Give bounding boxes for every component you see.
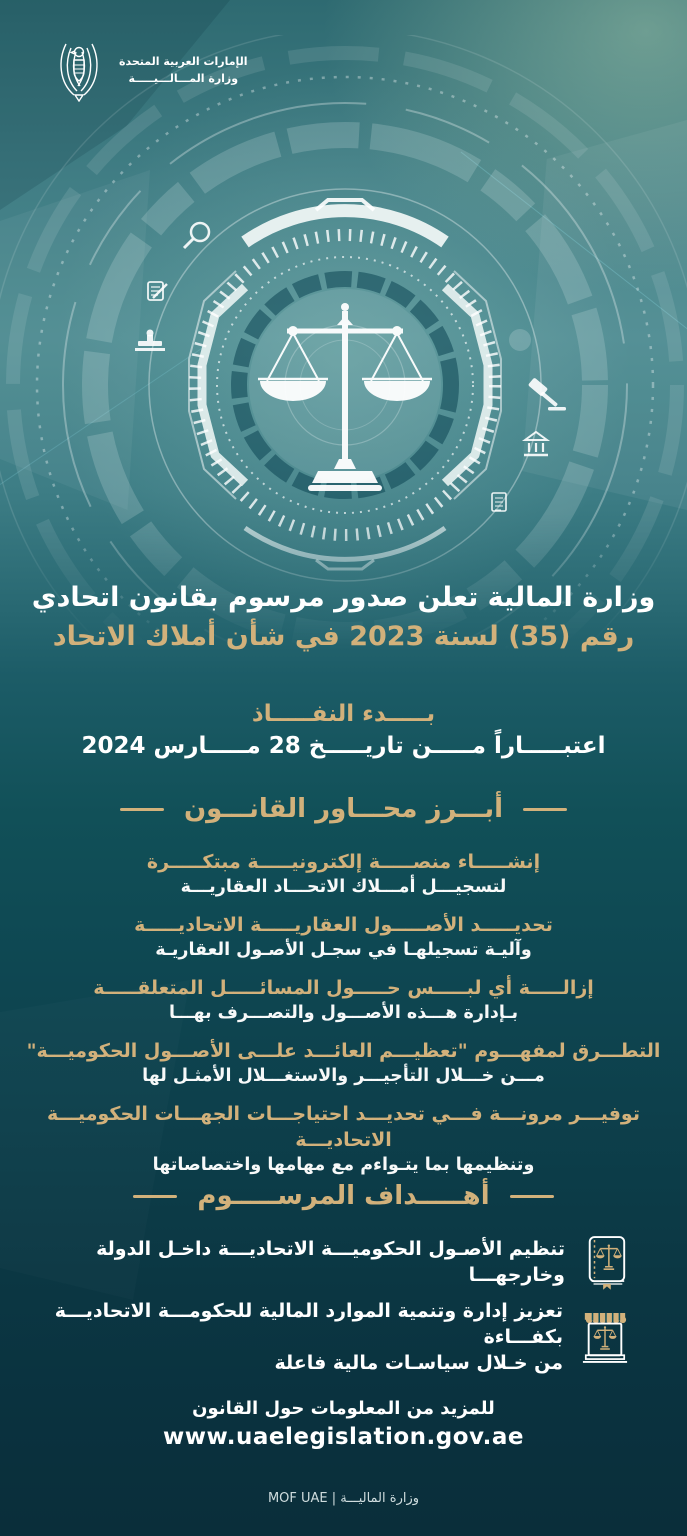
search-icon xyxy=(184,223,209,248)
axis-subline: لتسجيـــل أمـــلاك الاتحـــاد العقاريـــة xyxy=(180,877,507,897)
headline-line2: رقم (35) لسنة 2023 في شأن أملاك الاتحاد xyxy=(52,621,635,652)
website-url: www.uaelegislation.gov.ae xyxy=(163,1424,524,1450)
bank-icon xyxy=(524,432,548,455)
goal-text-line2: من خـلال سياسـات مالية فاعلة xyxy=(274,1352,563,1374)
headline-line1: وزارة المالية تعلن صدور مرسوم بقانون اتحادي xyxy=(31,582,656,613)
axis-subline: وتنظيمها بما يتـواءم مع مهامها واختصاصاتها xyxy=(152,1155,535,1175)
gavel-icon xyxy=(528,377,566,410)
list-item xyxy=(0,912,687,963)
list-item xyxy=(0,849,687,900)
axis-subline: وآليـة تسجيلهـا في سجـل الأصـول العقاريـة xyxy=(155,940,532,960)
stamp-icon xyxy=(135,330,165,352)
more-info-text: للمزيد من المعلومات حول القانون xyxy=(192,1398,495,1419)
axis-subline: بـإدارة هـــذه الأصـــول والتصـــرف بهـــا xyxy=(168,1003,519,1023)
ministry-brand-bar: وزارة الماليـــة | MOF UAE xyxy=(267,1491,420,1506)
goal-text: تنظيم الأصـول الحكوميـــة الاتحاديـــة داخـل الدولة وخارجهـــا xyxy=(96,1238,565,1286)
effective-date-block xyxy=(0,699,687,763)
goal-item xyxy=(40,1298,629,1376)
decree-goals-title-text: أهـــــداف المرســـــوم xyxy=(197,1181,490,1211)
goal-text-line1: تعزيز إدارة وتنمية الموارد المالية للحكومـــة الاتحاديـــة بكفـــاءة xyxy=(54,1300,563,1348)
title-dash xyxy=(523,808,567,811)
law-axes-title-text: أبـــرز محـــاور القانـــون xyxy=(183,794,504,824)
uae-falcon-emblem xyxy=(52,38,106,102)
list-item xyxy=(0,975,687,1026)
law-book-scales-icon xyxy=(583,1233,629,1291)
axis-headline: إنشـــــاء منصـــــة إلكترونيـــــة مبتكـــــرة xyxy=(146,851,541,873)
headline xyxy=(0,578,687,656)
axis-headline: التطـــرق لمفهـــوم "تعظيـــم العائـــد علـــى الأصـــول الحكوميـــة" xyxy=(26,1040,661,1062)
title-dash xyxy=(120,808,164,811)
logo-country-name: الإمارات العربية المتحدة xyxy=(119,55,248,68)
goal-text xyxy=(40,1298,563,1376)
list-item xyxy=(0,1038,687,1089)
document-icon xyxy=(492,493,506,511)
effective-title: بـــــدء النفـــــاذ xyxy=(251,701,436,727)
hud-circle-graphic xyxy=(0,35,687,665)
axis-headline: توفيـــر مرونـــة فـــي تحديـــد احتياجـــات الجهـــات الحكوميـــة الاتحاديـــة xyxy=(47,1103,640,1151)
axis-headline: إزالـــــة أي لبـــــس حـــــول المسائـــــل المتعلقـــــة xyxy=(93,977,594,999)
logo-ministry-name: وزارة المـــالـــيـــــة xyxy=(128,72,239,85)
law-axes-title xyxy=(0,794,687,824)
law-axes-list xyxy=(0,849,687,1190)
title-dash xyxy=(510,1195,554,1198)
ministry-logo xyxy=(52,38,248,102)
axis-headline: تحديـــــد الأصـــــول العقاريـــــة الاتحاديـــــة xyxy=(134,914,553,936)
axis-subline: مـــن خـــلال التأجيـــر والاستغـــلال الأمثـل لها xyxy=(142,1066,545,1086)
title-dash xyxy=(133,1195,177,1198)
effective-date: اعتبـــــاراً مـــــن تاريـــــخ 28 مـــــارس 2024 xyxy=(81,733,606,759)
notepad-pencil-icon xyxy=(148,282,167,300)
decree-goals-title xyxy=(0,1181,687,1211)
list-item xyxy=(0,1101,687,1178)
storefront-scales-icon xyxy=(581,1309,629,1365)
goal-item xyxy=(40,1233,629,1291)
